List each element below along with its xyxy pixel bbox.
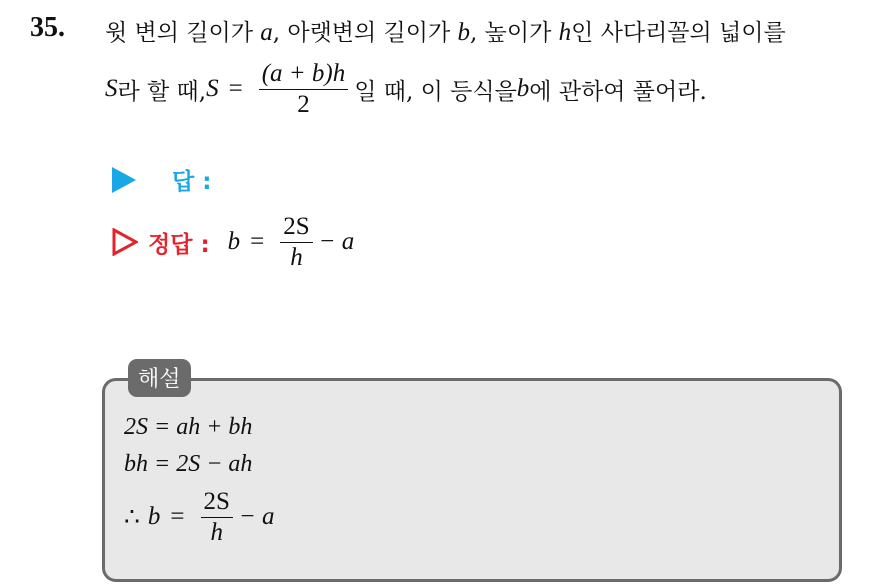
explanation-line-1: 2S = ah + bh xyxy=(124,414,253,440)
var-h: h xyxy=(558,19,572,46)
text: , 높이가 xyxy=(470,20,559,46)
fraction-denominator: 2 xyxy=(297,90,310,118)
equals-sign: = xyxy=(228,75,243,102)
equals-sign: = xyxy=(250,228,265,255)
explanation-box xyxy=(102,378,842,582)
therefore-symbol: ∴ xyxy=(124,504,140,531)
problem-text-line1 xyxy=(105,14,786,47)
fraction-numerator: (a + b)h xyxy=(259,60,349,90)
text: 인 사다리꼴의 넓이를 xyxy=(571,20,786,46)
answer-label: 답 : xyxy=(172,169,212,195)
var-b: b xyxy=(516,75,530,102)
correct-answer-equation xyxy=(228,213,355,271)
equation-tail: − a xyxy=(318,228,355,255)
var-b: b xyxy=(147,503,161,530)
problem-text-line2 xyxy=(105,60,707,118)
var-b: b xyxy=(227,228,241,255)
fraction-denominator: h xyxy=(290,243,303,271)
text: 라 할 때, xyxy=(117,78,207,105)
area-fraction xyxy=(259,60,349,118)
answer-row xyxy=(112,163,211,196)
explanation-tab: 해설 xyxy=(128,359,191,397)
explanation-fraction xyxy=(201,488,233,546)
hollow-triangle-icon xyxy=(112,228,138,256)
var-b: b xyxy=(457,19,471,46)
correct-answer-row xyxy=(112,213,354,271)
fraction-denominator: h xyxy=(210,518,223,546)
correct-answer-label: 정답 : xyxy=(148,231,210,258)
var-S: S xyxy=(105,75,118,102)
play-triangle-icon xyxy=(112,167,136,193)
var-a: a xyxy=(260,19,273,46)
fraction-numerator: 2S xyxy=(201,488,233,518)
fraction-numerator: 2S xyxy=(280,213,312,243)
equation-tail: − a xyxy=(238,503,275,530)
equals-sign: = xyxy=(170,503,185,530)
explanation-line-2: bh = 2S − ah xyxy=(124,451,253,477)
explanation-line-3 xyxy=(124,488,275,546)
var-S: S xyxy=(206,75,219,102)
text: 윗 변의 길이가 xyxy=(105,20,261,46)
problem-number: 35. xyxy=(30,12,65,43)
correct-fraction xyxy=(280,213,312,271)
text: , 아랫변의 길이가 xyxy=(272,20,458,46)
text: 에 관하여 풀어라. xyxy=(529,78,707,105)
text: 일 때, 이 등식을 xyxy=(354,78,517,105)
